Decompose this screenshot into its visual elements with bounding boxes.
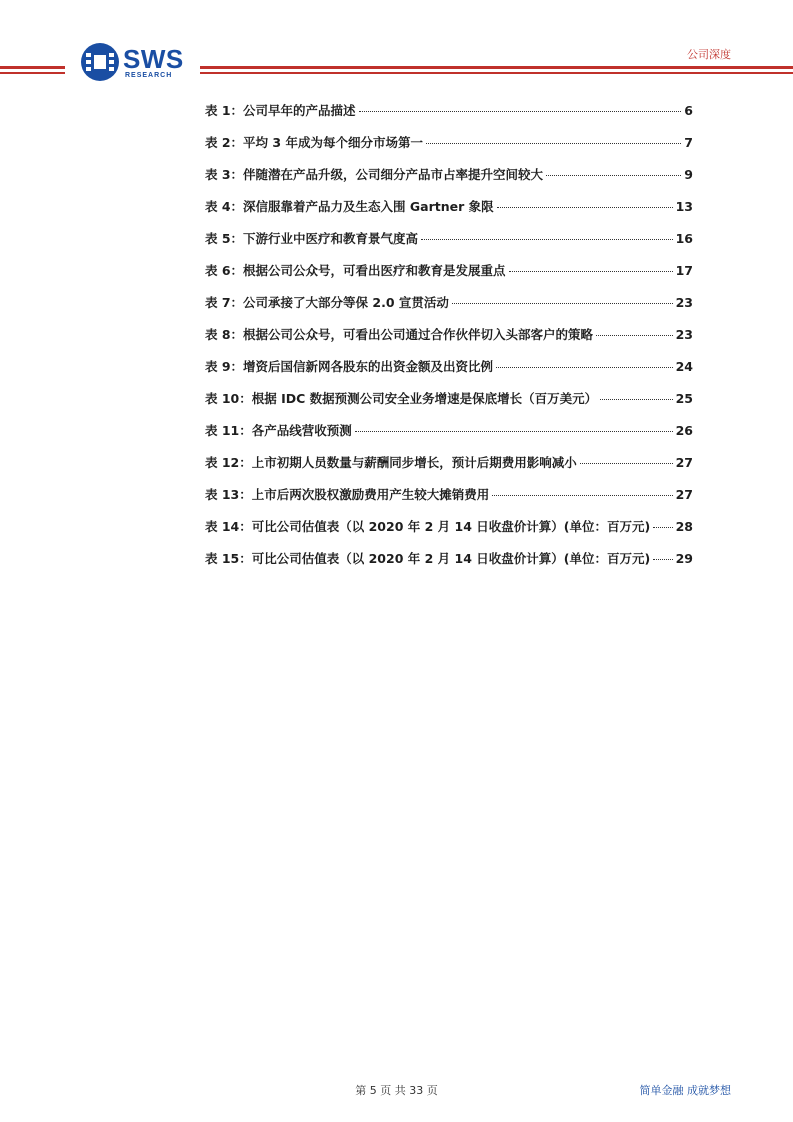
toc-dot-leader [653, 527, 672, 528]
toc-entry[interactable] [205, 100, 693, 132]
toc-entry[interactable] [205, 228, 693, 260]
toc-entry-title[interactable]: 表 3：伴随潜在产品升级，公司细分产品市占率提升空间较大 [205, 167, 544, 182]
toc-entry[interactable] [205, 484, 693, 516]
toc-entry-page[interactable]: 23 [675, 327, 693, 342]
toc-entry-page[interactable]: 26 [675, 423, 693, 438]
toc-entry[interactable] [205, 292, 693, 324]
logo-text: SWS [123, 44, 184, 74]
toc-entry-title[interactable]: 表 13：上市后两次股权激励费用产生较大摊销费用 [205, 487, 490, 502]
page-number: 第 5 页 共 33 页 [355, 1084, 438, 1097]
toc-entry[interactable] [205, 196, 693, 228]
toc-entry-page[interactable]: 29 [675, 551, 693, 566]
toc-entry-page[interactable]: 28 [675, 519, 693, 534]
toc-dot-leader [496, 367, 673, 368]
toc-entry-title[interactable]: 表 5：下游行业中医疗和教育景气度高 [205, 231, 419, 246]
toc-entry[interactable] [205, 356, 693, 388]
toc-entry-title[interactable]: 表 12：上市初期人员数量与薪酬同步增长，预计后期费用影响减小 [205, 455, 577, 470]
toc-entry-title[interactable]: 表 2：平均 3 年成为每个细分市场第一 [205, 135, 423, 150]
toc-dot-leader [546, 175, 681, 176]
toc-entry[interactable] [205, 132, 693, 164]
toc-entry-title[interactable]: 表 1：公司早年的产品描述 [205, 103, 356, 118]
toc-entry-page[interactable]: 6 [684, 103, 693, 118]
toc-entry-title[interactable]: 表 10：根据 IDC 数据预测公司安全业务增速是保底增长（百万美元） [205, 391, 598, 406]
header-rule-right [200, 66, 793, 69]
toc-dot-leader [359, 111, 682, 112]
toc-entry[interactable] [205, 388, 693, 420]
toc-dot-leader [492, 495, 672, 496]
toc-entry[interactable] [205, 420, 693, 452]
toc-entry-page[interactable]: 27 [675, 455, 693, 470]
toc-entry-title[interactable]: 表 7：公司承接了大部分等保 2.0 宣贯活动 [205, 295, 449, 310]
toc-entry-title[interactable]: 表 14：可比公司估值表（以 2020 年 2 月 14 日收盘价计算）(单位：百万元) [205, 519, 651, 534]
toc-entry[interactable] [205, 548, 693, 580]
toc-entry-page[interactable]: 25 [675, 391, 693, 406]
toc-dot-leader [421, 239, 673, 240]
toc-dot-leader [509, 271, 673, 272]
toc-entry-title[interactable]: 表 6：根据公司公众号，可看出医疗和教育是发展重点 [205, 263, 506, 278]
sws-logo [80, 42, 190, 86]
toc-entry[interactable] [205, 324, 693, 356]
toc-entry-page[interactable]: 23 [675, 295, 693, 310]
toc-entry-title[interactable]: 表 9：增资后国信新网各股东的出资金额及出资比例 [205, 359, 494, 374]
report-type-label: 公司深度 [687, 48, 731, 61]
toc-entry-page[interactable]: 24 [675, 359, 693, 374]
toc-dot-leader [653, 559, 672, 560]
toc-entry-page[interactable]: 27 [675, 487, 693, 502]
toc-dot-leader [355, 431, 673, 432]
footer-slogan: 简单金融 成就梦想 [639, 1084, 731, 1097]
logo-subtext: RESEARCH [125, 72, 173, 79]
toc-entry-page[interactable]: 17 [675, 263, 693, 278]
toc-dot-leader [426, 143, 681, 144]
toc-entry-title[interactable]: 表 15：可比公司估值表（以 2020 年 2 月 14 日收盘价计算）(单位：百万元) [205, 551, 651, 566]
toc-dot-leader [452, 303, 673, 304]
toc-dot-leader [600, 399, 672, 400]
toc-entry-page[interactable]: 9 [684, 167, 693, 182]
toc-entry-page[interactable]: 16 [675, 231, 693, 246]
toc-entry-title[interactable]: 表 8：根据公司公众号，可看出公司通过合作伙伴切入头部客户的策略 [205, 327, 594, 342]
toc-dot-leader [497, 207, 673, 208]
toc-entry[interactable] [205, 260, 693, 292]
table-of-contents [205, 100, 693, 580]
toc-dot-leader [596, 335, 673, 336]
toc-entry[interactable] [205, 452, 693, 484]
toc-entry-title[interactable]: 表 4：深信服靠着产品力及生态入围 Gartner 象限 [205, 199, 494, 214]
sws-logo-icon [80, 42, 120, 82]
toc-entry-page[interactable]: 13 [675, 199, 693, 214]
header-rule-left [0, 66, 65, 69]
toc-entry-page[interactable]: 7 [684, 135, 693, 150]
toc-entry[interactable] [205, 164, 693, 196]
toc-dot-leader [580, 463, 673, 464]
toc-entry[interactable] [205, 516, 693, 548]
header-rule-right-thin [200, 72, 793, 74]
header-rule-left-thin [0, 72, 65, 74]
toc-entry-title[interactable]: 表 11：各产品线营收预测 [205, 423, 352, 438]
